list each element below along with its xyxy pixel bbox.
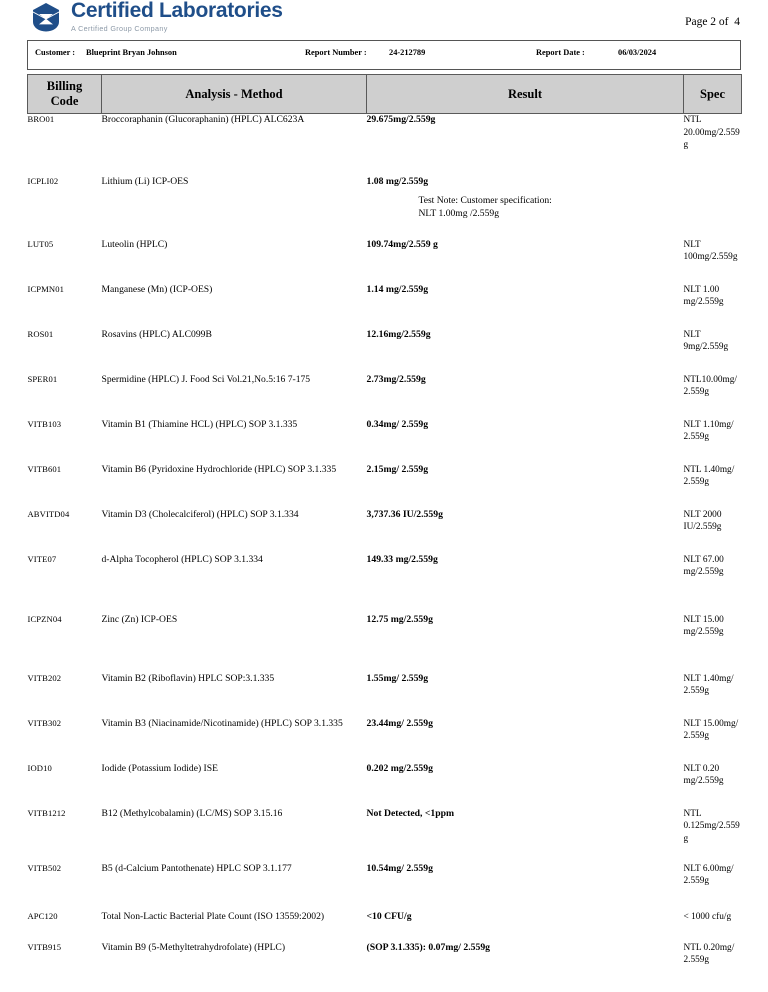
column-header-result: Result <box>367 75 684 114</box>
table-row <box>28 763 742 808</box>
table-row <box>28 509 742 554</box>
cell-analysis-method: Broccoraphanin (Glucoraphanin) (HPLC) ALC623A <box>101 114 305 125</box>
table-row <box>28 614 742 673</box>
cell-billing-code: VITB103 <box>27 418 62 429</box>
cell-spec: NLT 1.10mg/ 2.559g <box>683 419 734 442</box>
masthead <box>0 0 768 36</box>
cell-billing-code: ABVITD04 <box>27 508 70 519</box>
table-header <box>28 75 742 114</box>
cell-billing-code: APC120 <box>27 910 58 921</box>
result-value: 2.15mg/ 2.559g <box>366 463 429 475</box>
cell-spec: NTL 0.125mg/2.559g <box>683 808 740 844</box>
result-value: <10 CFU/g <box>366 910 412 922</box>
result-value: 1.14 mg/2.559g <box>366 283 429 295</box>
table-row <box>28 863 742 911</box>
table-row <box>28 464 742 509</box>
cell-spec: NTL 20.00mg/2.559g <box>683 115 740 150</box>
cell-spec <box>684 176 742 239</box>
column-header-spec: Spec <box>684 75 742 114</box>
cell-analysis-method: Vitamin B2 (Riboflavin) HPLC SOP:3.1.335 <box>101 672 275 684</box>
cell-analysis-method: Spermidine (HPLC) J. Food Sci Vol.21,No.5:16 7-175 <box>101 373 311 385</box>
cell-analysis-method: Iodide (Potassium Iodide) ISE <box>101 762 218 774</box>
cell-billing-code: VITB601 <box>27 463 62 474</box>
table-row <box>28 718 742 763</box>
result-value: 12.16mg/2.559g <box>366 328 431 340</box>
cell-result <box>367 176 684 239</box>
cell-analysis-method: B5 (d-Calcium Pantothenate) HPLC SOP 3.1.177 <box>101 862 292 874</box>
cell-result <box>367 863 684 911</box>
report-number-value: 24-212789 <box>389 48 426 57</box>
result-value: 1.08 mg/2.559g <box>366 175 429 187</box>
cell-result <box>367 284 684 329</box>
cell-analysis-method: Zinc (Zn) ICP-OES <box>101 613 178 625</box>
cell-analysis-method: d-Alpha Tocopherol (HPLC) SOP 3.1.334 <box>101 553 263 565</box>
cell-billing-code: VITB202 <box>27 672 62 683</box>
cell-spec: NTL 0.20mg/ 2.559g <box>683 942 735 965</box>
column-header-billing-code <box>28 75 102 114</box>
result-value: Not Detected, <1ppm <box>366 807 455 819</box>
cell-spec: < 1000 cfu/g <box>683 911 732 922</box>
result-value: 2.73mg/2.559g <box>366 373 426 385</box>
cell-billing-code: VITB502 <box>27 862 62 873</box>
result-value: 12.75 mg/2.559g <box>366 613 433 625</box>
cell-spec: NLT 2000 IU/2.559g <box>683 509 722 532</box>
result-value: (SOP 3.1.335): 0.07mg/ 2.559g <box>366 941 491 953</box>
table-row <box>28 911 742 942</box>
cell-analysis-method: B12 (Methylcobalamin) (LC/MS) SOP 3.15.16 <box>101 807 283 819</box>
billing-code-line2: Code <box>50 94 79 108</box>
cell-spec: NLT 67.00 mg/2.559g <box>683 554 724 577</box>
cell-analysis-method: Lithium (Li) ICP-OES <box>101 175 189 187</box>
cell-billing-code: VITB1212 <box>27 807 66 818</box>
cell-billing-code: VITE07 <box>27 553 57 564</box>
table-row <box>28 673 742 718</box>
cell-result <box>367 464 684 509</box>
cell-analysis-method: Vitamin B3 (Niacinamide/Nicotinamide) (HPLC) SOP 3.1.335 <box>101 717 343 729</box>
cell-spec: NLT 9mg/2.559g <box>683 329 729 352</box>
cell-result <box>367 329 684 374</box>
report-date-label: Report Date : <box>536 48 585 57</box>
cell-analysis-method: Vitamin B6 (Pyridoxine Hydrochloride (HPLC) SOP 3.1.335 <box>101 463 337 475</box>
report-number-label: Report Number : <box>305 48 367 57</box>
cell-spec: NTL 1.40mg/ 2.559g <box>683 464 735 487</box>
table-row <box>28 808 742 863</box>
table-row <box>28 284 742 329</box>
cell-analysis-method: Vitamin B9 (5-Methyltetrahydrofolate) (HPLC) <box>101 941 286 953</box>
report-date-value: 06/03/2024 <box>618 48 657 57</box>
cell-result <box>367 114 684 176</box>
cell-result <box>367 808 684 863</box>
cell-result <box>367 509 684 554</box>
cell-result <box>367 554 684 614</box>
result-value: 10.54mg/ 2.559g <box>366 862 433 874</box>
cell-spec: NLT 15.00mg/ 2.559g <box>683 718 739 741</box>
page-number-label: Page 2 of 4 <box>685 16 740 28</box>
brand-tagline: A Certified Group Company <box>71 24 168 33</box>
cell-billing-code: IOD10 <box>27 762 52 773</box>
result-value: 23.44mg/ 2.559g <box>366 717 433 729</box>
table-row <box>28 114 742 176</box>
result-value: 0.202 mg/2.559g <box>366 762 433 774</box>
cell-billing-code: VITB302 <box>27 717 62 728</box>
table-row <box>28 329 742 374</box>
cell-spec: NTL10.00mg/2.559g <box>683 374 737 397</box>
cell-analysis-method: Vitamin D3 (Cholecalciferol) (HPLC) SOP 3.1.334 <box>101 508 299 520</box>
cell-analysis-method: Total Non-Lactic Bacterial Plate Count (ISO 13559:2002) <box>101 910 325 922</box>
cell-billing-code: ICPZN04 <box>27 613 62 624</box>
table-row <box>28 176 742 239</box>
billing-code-line1: Billing <box>46 79 83 93</box>
cell-spec: NLT 1.40mg/ 2.559g <box>683 673 734 696</box>
cell-spec: NLT 15.00 mg/2.559g <box>683 614 724 637</box>
cell-result <box>367 942 684 984</box>
table-row <box>28 239 742 284</box>
result-value: 1.55mg/ 2.559g <box>366 672 429 684</box>
result-value: 3,737.36 IU/2.559g <box>366 508 443 520</box>
cell-result <box>367 763 684 808</box>
cell-result <box>367 911 684 942</box>
cell-result <box>367 718 684 763</box>
analysis-results-table <box>27 74 742 984</box>
result-value: 149.33 mg/2.559g <box>366 553 438 565</box>
customer-value: Blueprint Bryan Johnson <box>86 48 177 57</box>
table-row <box>28 419 742 464</box>
certified-labs-logo-icon <box>28 1 64 33</box>
column-header-analysis-method: Analysis - Method <box>102 75 367 114</box>
customer-label: Customer : <box>35 48 76 57</box>
cell-spec: NLT 100mg/2.559g <box>683 239 738 262</box>
table-row <box>28 554 742 614</box>
cell-billing-code: ROS01 <box>27 328 54 339</box>
result-value: 0.34mg/ 2.559g <box>366 418 429 430</box>
cell-result <box>367 419 684 464</box>
cell-result <box>367 673 684 718</box>
table-header-row <box>28 75 742 114</box>
cell-analysis-method: Rosavins (HPLC) ALC099B <box>101 328 212 340</box>
cell-spec: NLT 6.00mg/ 2.559g <box>683 863 734 886</box>
result-value: 29.675mg/2.559g <box>366 114 436 125</box>
cell-analysis-method: Manganese (Mn) (ICP-OES) <box>101 283 213 295</box>
cell-billing-code: VITB915 <box>27 941 62 952</box>
cell-analysis-method: Luteolin (HPLC) <box>101 238 168 250</box>
cell-billing-code: LUT05 <box>27 238 54 249</box>
table-row <box>28 942 742 984</box>
cell-spec: NLT 0.20 mg/2.559g <box>683 763 724 786</box>
cell-billing-code: ICPLI02 <box>27 175 59 186</box>
table-body <box>28 114 742 984</box>
cell-billing-code: ICPMN01 <box>27 283 65 294</box>
cell-result <box>367 374 684 419</box>
result-value: 109.74mg/2.559 g <box>366 238 438 250</box>
cell-analysis-method: Vitamin B1 (Thiamine HCL) (HPLC) SOP 3.1.335 <box>101 418 298 430</box>
cell-spec: NLT 1.00 mg/2.559g <box>683 284 724 307</box>
result-test-note: Test Note: Customer specification: NLT 1.00mg /2.559g <box>418 195 552 219</box>
report-info-box <box>27 40 741 70</box>
cell-billing-code: SPER01 <box>27 373 58 384</box>
table-row <box>28 374 742 419</box>
brand-name: Certified Laboratories <box>71 0 283 22</box>
cell-billing-code: BRO01 <box>27 114 55 124</box>
cell-result <box>367 614 684 673</box>
cell-result <box>367 239 684 284</box>
brand-logo <box>28 0 283 33</box>
